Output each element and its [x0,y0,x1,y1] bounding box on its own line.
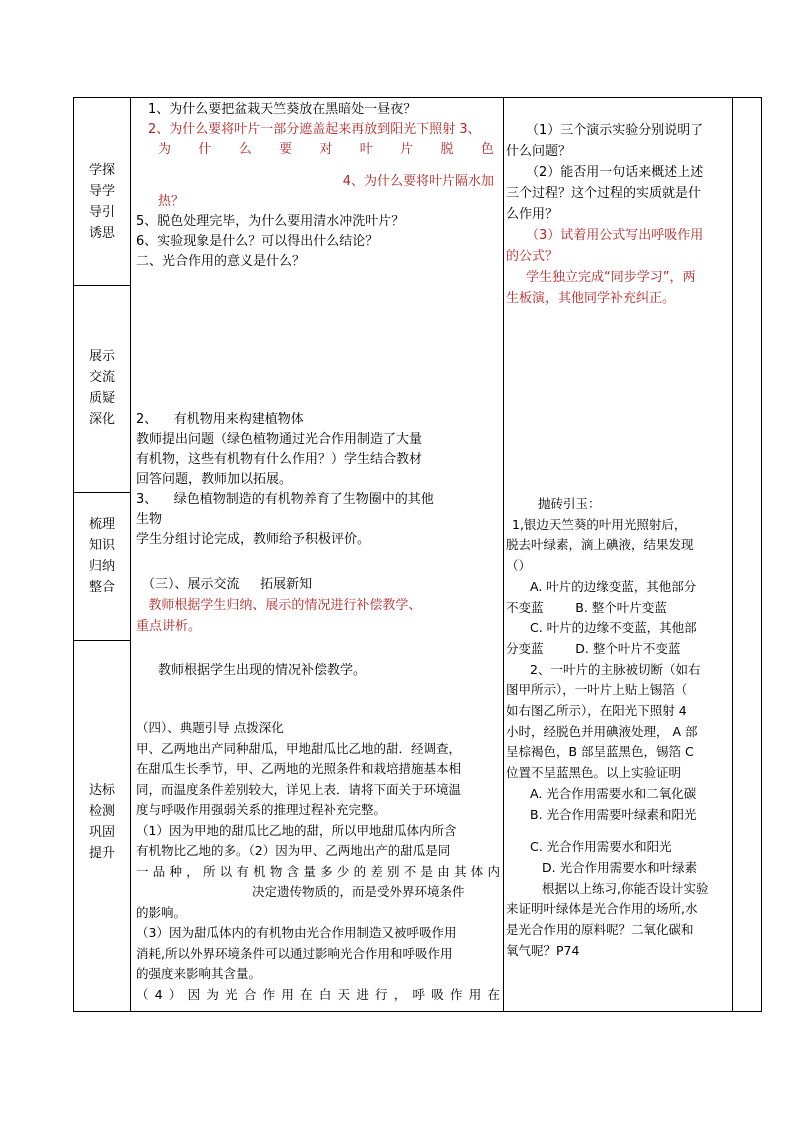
question-3: 为 什 么 要 对 叶 片 脱 色 [158,142,494,157]
question-6: 6、实验现象是什么？可以得出什么结论？ [136,234,379,249]
table-divider [503,98,504,1011]
question-2: 2、为什么要将叶片一部分遮盖起来再放到阳光下照射 3、 [148,122,481,137]
row-divider [74,640,130,641]
section-3: （三）、展示交流 拓展新知 教师根据学生归纳、展示的情况进行补偿教学、 重点讲析。 [136,577,422,634]
row-label-show: 展示 交流 质疑 深化 [88,349,115,427]
middle-column: 1、为什么要把盆栽天竺葵放在黑暗处一昼夜？ 2、为什么要将叶片一部分遮盖起来再放到阳光下照射 3、 为 什 么 要 对 叶 片 脱 色 4、为什么要将叶片隔水加 热？ 5、脱色处理完毕，为什么要用清水冲洗叶片？ 6、实验现象是什么？可以得出什么结论？ 二、光合作用的意义是什么？ [136,100,500,272]
compensate-note: 教师根据学生出现的情况补偿教学。 [158,663,367,678]
section-2-title: 二、光合作用的意义是什么？ [136,254,306,269]
question-4: 4、为什么要将叶片隔水加 [342,174,494,189]
table-divider [130,98,131,1011]
right-exercises: 抛砖引玉： 1,银边天竺葵的叶用光照射后， 脱去叶绿素，滴上碘液，结果发现 （） A. 叶片的边缘变蓝，其他部分 不变蓝 B. 整个叶片变蓝 C. 叶片的边缘不变蓝，其他部 分变蓝 D. 整个叶片不变蓝 2、一叶片的主脉被切断（如右 图甲所示），一叶片上贴上锡箔（ 如右图乙所示），在阳光下照射 4 小时，经脱色并用碘液处理， A 部 呈棕褐色，B 部呈蓝黑色，锡箔 C 位置不呈蓝黑色。以上实验证明 A. 光合作用需要水和二氧化碳 B. 光合作用需要叶绿素和阳光 C. 光合作用需要水和阳光 D. 光合作用需要水和叶绿素 根据以上练习,你能否设计实验 来证明叶绿体是光合作用的场所,水 是光合作用的原料呢？二氧化碳和 氧气呢？P74 [506,496,709,958]
row-label-test: 达标 检测 巩固 提升 [88,783,115,861]
row-divider [74,285,130,286]
row-label-summary: 梳理 知识 归纳 整合 [88,517,115,595]
question-5: 5、脱色处理完毕，为什么要用清水冲洗叶片？ [136,214,405,229]
item-2: 2、 有机物用来构建植物体 教师提出问题（绿色植物通过光合作用制造了大量 有机物，这些有机物有什么作用？）学生结合教材 回答问题，教师加以拓展。 3、 绿色植物制造的有机物养育了生物圈中的其他 生物 学生分组讨论完成，教师给予积极评价。 [136,412,434,547]
row-divider [74,492,130,493]
right-row-1: （1）三个演示实验分别说明了 什么问题？ （2）能否用一句话来概述上述 三个过程？这个过程的实质就是什 么作用？ （3）试着用公式写出呼吸作用 的公式？ 学生独立完成“同步学习”，两 生板演，其他同学补充纠正。 [506,123,704,306]
table-divider [732,98,733,1011]
lesson-table [73,97,762,1012]
row-label-study: 学探 导学 导引 诱思 [88,163,115,241]
question-1: 1、为什么要把盆栽天竺葵放在黑暗处一昼夜？ [148,102,417,117]
section-4: （四）、典题引导 点拨深化 甲、乙两地出产同种甜瓜，甲地甜瓜比乙地的甜．经调查， 在甜瓜生长季节，甲、乙两地的光照条件和栽培措施基本相 同，而温度条件差别较大，详见上表．请将下面关于环境温 度与呼吸作用强弱关系的推理过程补充完整。 （1）因为甲地的甜瓜比乙地的甜，所以甲地甜瓜体内所含 有机物比乙地的多。（2）因为甲、乙两地出产的甜瓜是同 一品种，所以有机物含量多少的差别不是由其体内 决定遗传物质的，而是受外界环境条件 的影响。 （3）因为甜瓜体内的有机物由光合作用制造又被呼吸作用 消耗,所以外界环境条件可以通过影响光合作用和呼吸作用 的强度来影响其含量。 （4）因为光合作用在白天进行，呼吸作用在 [136,720,500,1002]
